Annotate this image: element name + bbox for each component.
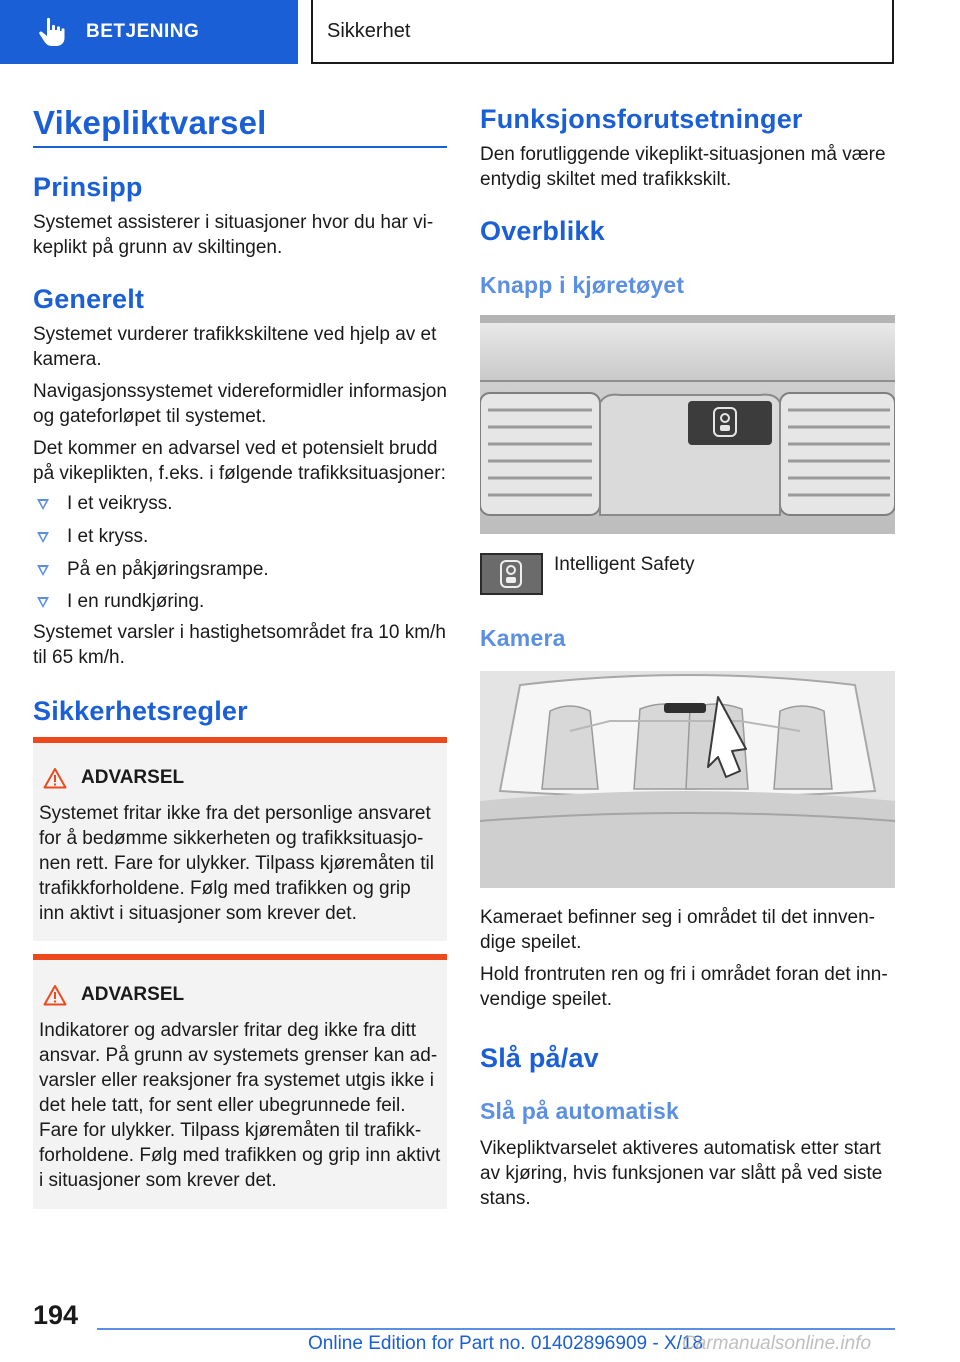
bullet-triangle-icon [37,532,49,543]
list-item: På en påkjøringsrampe. [33,559,269,581]
warning-title: ADVARSEL [43,767,184,789]
button-label: Intelligent Safety [554,554,695,575]
footer-divider [97,1328,895,1330]
list-item: I en rundkjøring. [33,591,204,613]
bullet-triangle-icon [37,565,49,576]
funksjon-text: Den forutliggende vikeplikt-situasjonen må være entydig skiltet med trafikkskilt. [480,144,886,190]
prinsipp-text: Systemet assisterer i situasjoner hvor du har vi- keplikt på grunn av skiltingen. [33,212,434,258]
intelligent-safety-button-icon [480,553,543,595]
dashboard-button-figure [480,315,895,534]
heading-sikkerhetsregler: Sikkerhetsregler [33,696,248,726]
warning-title: ADVARSEL [43,984,184,1006]
warning-triangle-icon [43,984,67,1006]
page-number: 194 [33,1300,79,1330]
footer-edition: Online Edition for Part no. 01402896909 - X/18 [308,1333,704,1354]
generelt-text-4: Systemet varsler i hastighetsområdet fra 10 km/h til 65 km/h. [33,622,446,668]
kamera-text-1: Kameraet befinner seg i området til det innven- dige speilet. [480,907,875,953]
chapter-title: Sikkerhet [311,0,894,64]
bullet-triangle-icon [37,597,49,608]
heading-sla-pa-av: Slå på/av [480,1043,599,1073]
heading-prinsipp: Prinsipp [33,172,143,202]
page-title: Vikepliktvarsel [33,104,267,141]
heading-funksjonsforutsetninger: Funksjonsforutsetninger [480,104,803,134]
hand-pointer-icon [38,17,66,47]
bullet-triangle-icon [37,499,49,510]
section-tab-label: BETJENING [86,21,200,42]
generelt-text-3: Det kommer en advarsel ved et potensielt brudd på vikeplikten, f.eks. i følgende trafikksituasjoner: [33,438,446,484]
warning-triangle-icon [43,767,67,789]
section-tab[interactable] [0,0,298,64]
title-divider [33,146,447,148]
heading-knapp: Knapp i kjøretøyet [480,272,685,298]
kamera-text-2: Hold frontruten ren og fri i området foran det inn- vendige speilet. [480,964,888,1010]
list-item: I et kryss. [33,526,148,548]
camera-location-figure [480,671,895,888]
warning-box [33,954,447,1209]
watermark: Carmanualsonline.info [682,1333,872,1354]
generelt-text-1: Systemet vurderer trafikkskiltene ved hjelp av et kamera. [33,324,437,370]
list-item: I et veikryss. [33,493,173,515]
heading-overblikk: Overblikk [480,216,605,246]
heading-sla-pa-automatisk: Slå på automatisk [480,1098,679,1124]
heading-kamera: Kamera [480,625,566,651]
generelt-text-2: Navigasjonssystemet videreformidler informasjon og gateforløpet til systemet. [33,381,447,427]
warning-text: Indikatorer og advarsler fritar deg ikke fra ditt ansvar. På grunn av systemets grenser kan ad- varsler eller reaksjoner fra systemet utgis ikke i det hele tatt, for sent eller ubegrunnede feil. Fare for ulykker. Tilpass kjøremåten til trafikk- forholdene. Følg med trafikken og grip inn aktivt i situasjoner som krever det. [39,1020,441,1191]
sla-text: Vikepliktvarselet aktiveres automatisk etter start av kjøring, hvis funksjonen var slått på ved siste stans. [480,1138,883,1209]
warning-text: Systemet fritar ikke fra det personlige ansvaret for å bedømme sikkerheten og trafikksituasjo- nen rett. Fare for ulykker. Tilpass kjøremåten til trafikkforholdene. Følg med trafikken og grip inn aktivt i situasjoner som krever det. [39,803,434,924]
warning-box [33,737,447,941]
heading-generelt: Generelt [33,284,145,314]
